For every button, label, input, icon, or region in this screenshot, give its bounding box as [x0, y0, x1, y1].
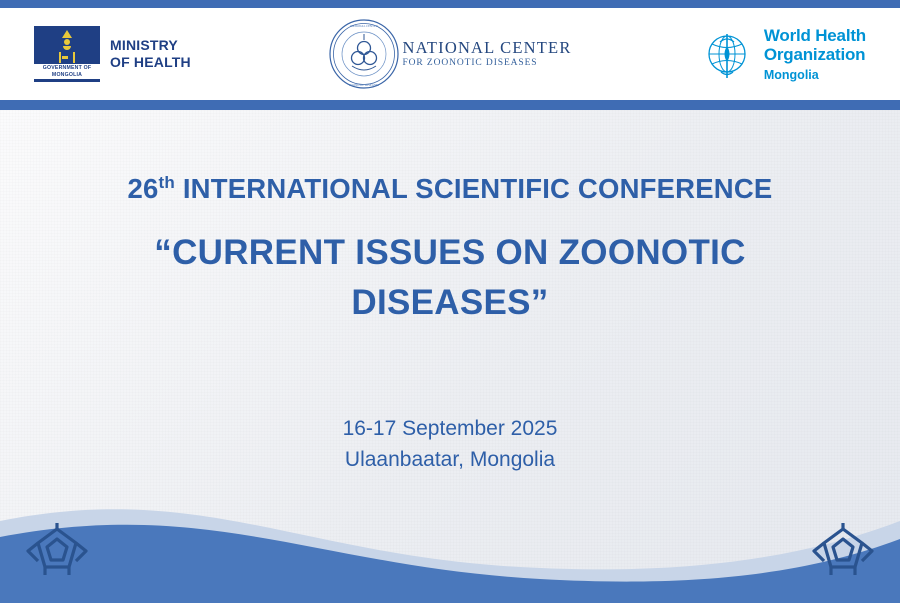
ministry-label-line2: OF HEALTH	[110, 54, 191, 70]
logo-world-health-organization	[589, 8, 900, 100]
svg-text:NATIONAL CENTER: NATIONAL CENTER	[350, 24, 379, 28]
conference-theme: “CURRENT ISSUES ON ZOONOTIC DISEASES”	[154, 233, 746, 322]
who-name-line2: Organization	[763, 44, 866, 64]
mongolia-state-emblem-icon	[34, 26, 100, 82]
government-tag-line2: MONGOLIA	[51, 71, 83, 78]
who-emblem-icon	[700, 28, 754, 82]
ministry-of-health-label	[110, 37, 191, 71]
ministry-label-line1: MINISTRY	[110, 37, 178, 53]
svg-text:ZOONOTIC DISEASES: ZOONOTIC DISEASES	[349, 83, 380, 87]
nczd-wordmark	[402, 38, 571, 70]
conference-title: INTERNATIONAL SCIENTIFIC CONFERENCE	[175, 173, 773, 204]
logo-national-center-zoonotic-diseases	[311, 8, 588, 100]
event-location: Ulaanbaatar, Mongolia	[344, 448, 556, 471]
footer-wave-decoration	[0, 463, 900, 603]
nczd-seal-icon	[328, 18, 400, 90]
header-divider	[0, 100, 900, 110]
conference-line	[0, 172, 900, 206]
soyombo-symbol-icon	[57, 30, 77, 64]
ulzii-knot-right-icon	[810, 523, 876, 579]
nczd-subtitle: FOR ZOONOTIC DISEASES	[402, 58, 538, 68]
who-wordmark	[764, 26, 866, 83]
logo-header	[0, 8, 900, 100]
conference-number: 26	[127, 173, 159, 204]
who-name-line1: World Health	[763, 25, 866, 45]
conference-ordinal: th	[158, 172, 175, 192]
logo-ministry-of-health	[0, 8, 311, 100]
event-dates: 16-17 September 2025	[342, 417, 558, 440]
nczd-title: NATIONAL CENTER	[402, 38, 572, 57]
slide-body	[0, 110, 900, 603]
top-accent-bar	[0, 0, 900, 8]
ulzii-knot-left-icon	[24, 523, 90, 579]
government-tag	[34, 64, 100, 79]
government-tag-line1: GOVERNMENT OF	[42, 65, 92, 71]
who-country-label: Mongolia	[763, 67, 819, 82]
title-block	[0, 172, 900, 328]
